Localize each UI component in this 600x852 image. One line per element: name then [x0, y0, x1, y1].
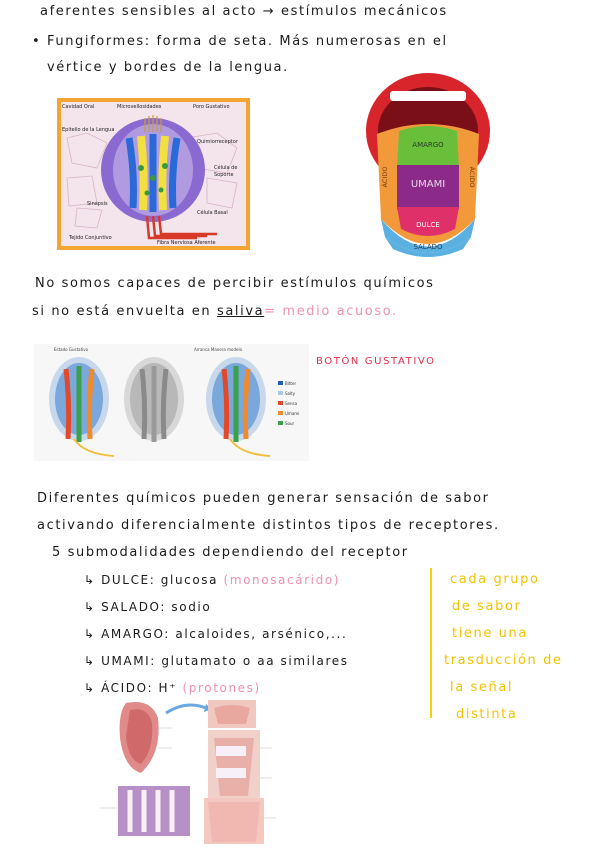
item-acido-text: ↳ ÁCIDO: H⁺ [84, 681, 178, 695]
item-acido-note: (protones) [182, 681, 261, 695]
item-dulce-text: ↳ DULCE: glucosa [84, 573, 219, 587]
label-poro: Poro Gustativo [193, 104, 230, 110]
side-note-2: de sabor [452, 599, 522, 614]
label-fibra: Fibra Nerviosa Aferente [157, 240, 216, 246]
side-note-3: tiene una [452, 626, 528, 641]
label-cavidad: Cavidad Oral [62, 104, 95, 110]
taste-bud-figure [34, 344, 309, 461]
legend-3: Sensa [285, 401, 298, 406]
label-soporte: Soporte [214, 172, 234, 178]
note-line-6: Diferentes químicos pueden generar sensación de sabor [37, 491, 490, 506]
note-line-7: activando diferencialmente distintos tipos de receptores. [37, 518, 500, 533]
side-note-4: trasducción de [444, 653, 563, 668]
item-amargo: ↳ AMARGO: alcaloides, arsénico,... [84, 627, 348, 641]
item-salado: ↳ SALADO: sodio [84, 600, 212, 614]
side-note-6: distinta [456, 707, 518, 722]
note-line-5 [32, 304, 398, 319]
legend-2: Salty [285, 391, 296, 396]
region-dulce: DULCE [416, 221, 440, 229]
note-medio-acuoso: = medio acuoso. [264, 304, 398, 319]
label-micro: Microvellosidades [117, 104, 162, 110]
label-epitelio: Epitelio de la Lengua [62, 127, 115, 133]
note-saliva: saliva [216, 304, 265, 319]
label-sinapsis: Sinapsis [87, 201, 108, 207]
region-amargo: AMARGO [412, 141, 444, 149]
bud-title-1: Estado Gustativo [54, 347, 89, 352]
bud-title-2: Arranca Manera modelo [194, 347, 243, 352]
note-line-4: No somos capaces de percibir estímulos químicos [35, 276, 435, 291]
papilla-diagram [57, 98, 250, 250]
label-basal: Célula Basal [197, 210, 228, 216]
item-dulce [84, 573, 340, 587]
tongue-taste-map [363, 69, 493, 259]
note-line-1: aferentes sensibles al acto → estímulos mecánicos [40, 4, 448, 19]
region-umami: UMAMI [410, 179, 446, 190]
side-note-1: cada grupo [450, 572, 540, 587]
note-line-8: 5 submodalidades dependiendo del receptor [52, 545, 409, 560]
region-acido-left: ÁCIDO [381, 166, 389, 188]
tongue-anatomy-figure [96, 698, 290, 848]
label-celula: Célula de [214, 165, 238, 171]
note-line-5-a: si no está envuelta en [32, 304, 212, 319]
note-line-3: vértice y bordes de la lengua. [47, 60, 289, 75]
region-acido-right: ÁCIDO [468, 166, 476, 188]
boton-gustativo-label: BOTÓN GUSTATIVO [316, 356, 436, 367]
legend-1: Bitter [285, 381, 297, 386]
yellow-bracket [430, 568, 440, 718]
label-tejido: Tejido Conjuntivo [69, 235, 112, 241]
side-note-5: la señal [450, 680, 514, 695]
legend-5: Sour [285, 421, 295, 426]
region-salado: SALADO [413, 243, 443, 251]
label-quimio: Quimiorreceptor [197, 139, 238, 145]
note-line-2: • Fungiformes: forma de seta. Más numerosas en el [32, 34, 448, 49]
item-umami: ↳ UMAMI: glutamato o aa similares [84, 654, 349, 668]
legend-4: Umami [285, 411, 300, 416]
item-acido [84, 681, 261, 695]
item-dulce-note: (monosacárido) [223, 573, 341, 587]
